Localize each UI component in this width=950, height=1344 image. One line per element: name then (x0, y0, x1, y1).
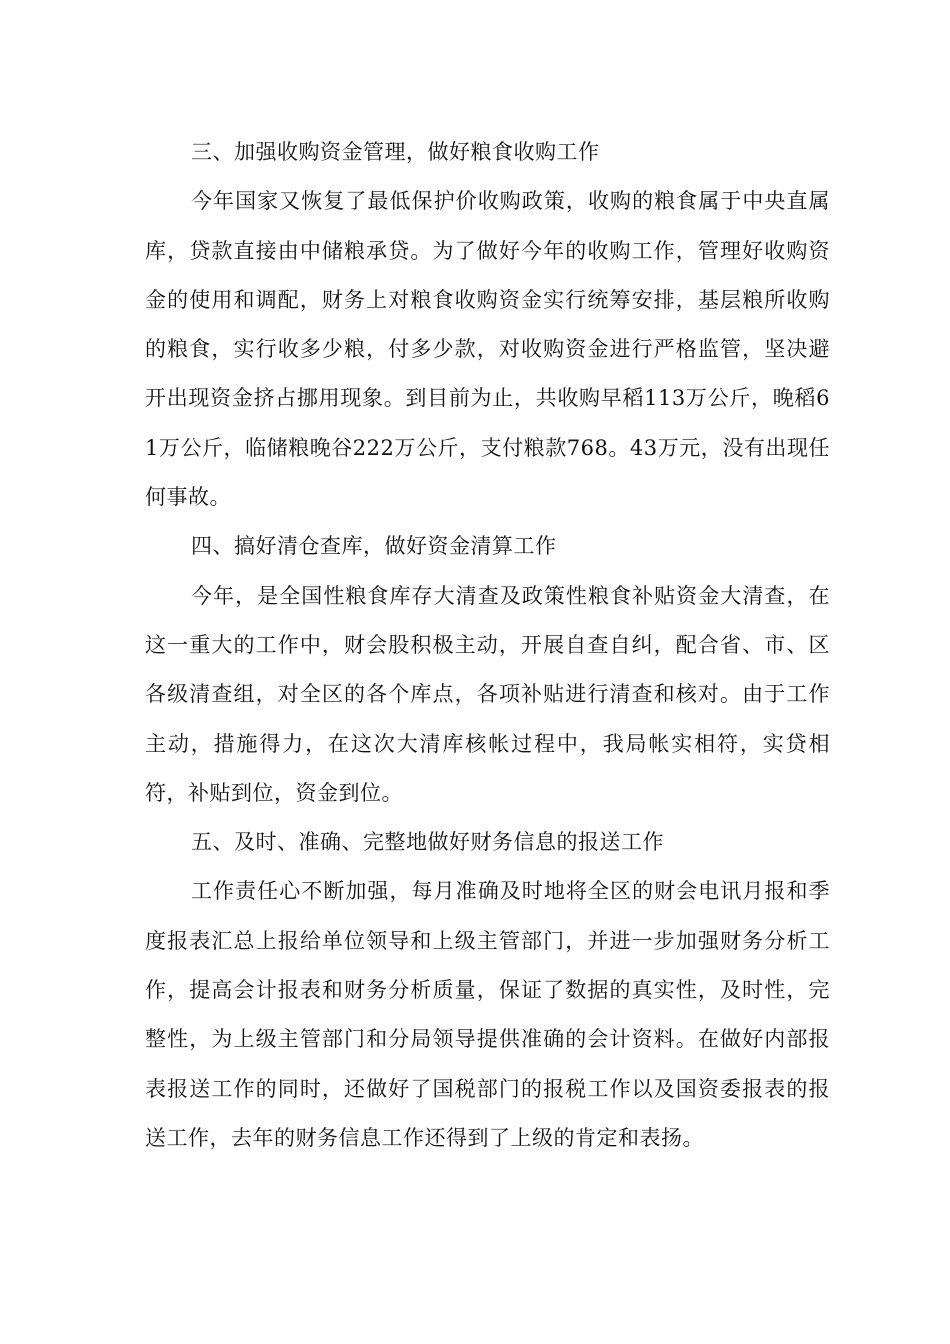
document-body (145, 128, 830, 1163)
section-heading-3: 三、加强收购资金管理，做好粮食收购工作 (191, 140, 600, 164)
section-heading-4: 四、搞好清仓查库，做好资金清算工作 (191, 534, 557, 559)
section-paragraph-5: 工作责任心不断加强，每月准确及时地将全区的财会电讯月报和季度报表汇总上报给单位领导和上级主管部门，并进一步加强财务分析工作，提高会计报表和财务分析质量，保证了数据的真实性，及时性，完整性，为上级主管部门和分局领导提供准确的会计资料。在做好内部报表报送工作的同时，还做好了国税部门的报税工作以及国资委报表的报送工作，去年的财务信息工作还得到了上级的肯定和表扬。 (145, 879, 830, 1150)
section-paragraph-4: 今年，是全国性粮食库存大清查及政策性粮食补贴资金大清查，在这一重大的工作中，财会股积极主动，开展自查自纠，配合省、市、区各级清查组，对全区的各个库点，各项补贴进行清查和核对。由于工作主动，措施得力，在这次大清库核帐过程中，我局帐实相符，实贷相符，补贴到位，资金到位。 (145, 583, 830, 805)
section-heading-5: 五、及时、准确、完整地做好财务信息的报送工作 (191, 830, 664, 855)
section-paragraph-3: 今年国家又恢复了最低保护价收购政策，收购的粮食属于中央直属库，贷款直接由中储粮承贷。为了做好今年的收购工作，管理好收购资金的使用和调配，财务上对粮食收购资金实行统筹安排，基层粮所收购的粮食，实行收多少粮，付多少款，对收购资金进行严格监管，坚决避开出现资金挤占挪用现象。到目前为止，共收购早稻113万公斤，晚稻61万公斤，临储粮晚谷222万公斤，支付粮款768。43万元，没有出现任何事故。 (145, 189, 830, 510)
